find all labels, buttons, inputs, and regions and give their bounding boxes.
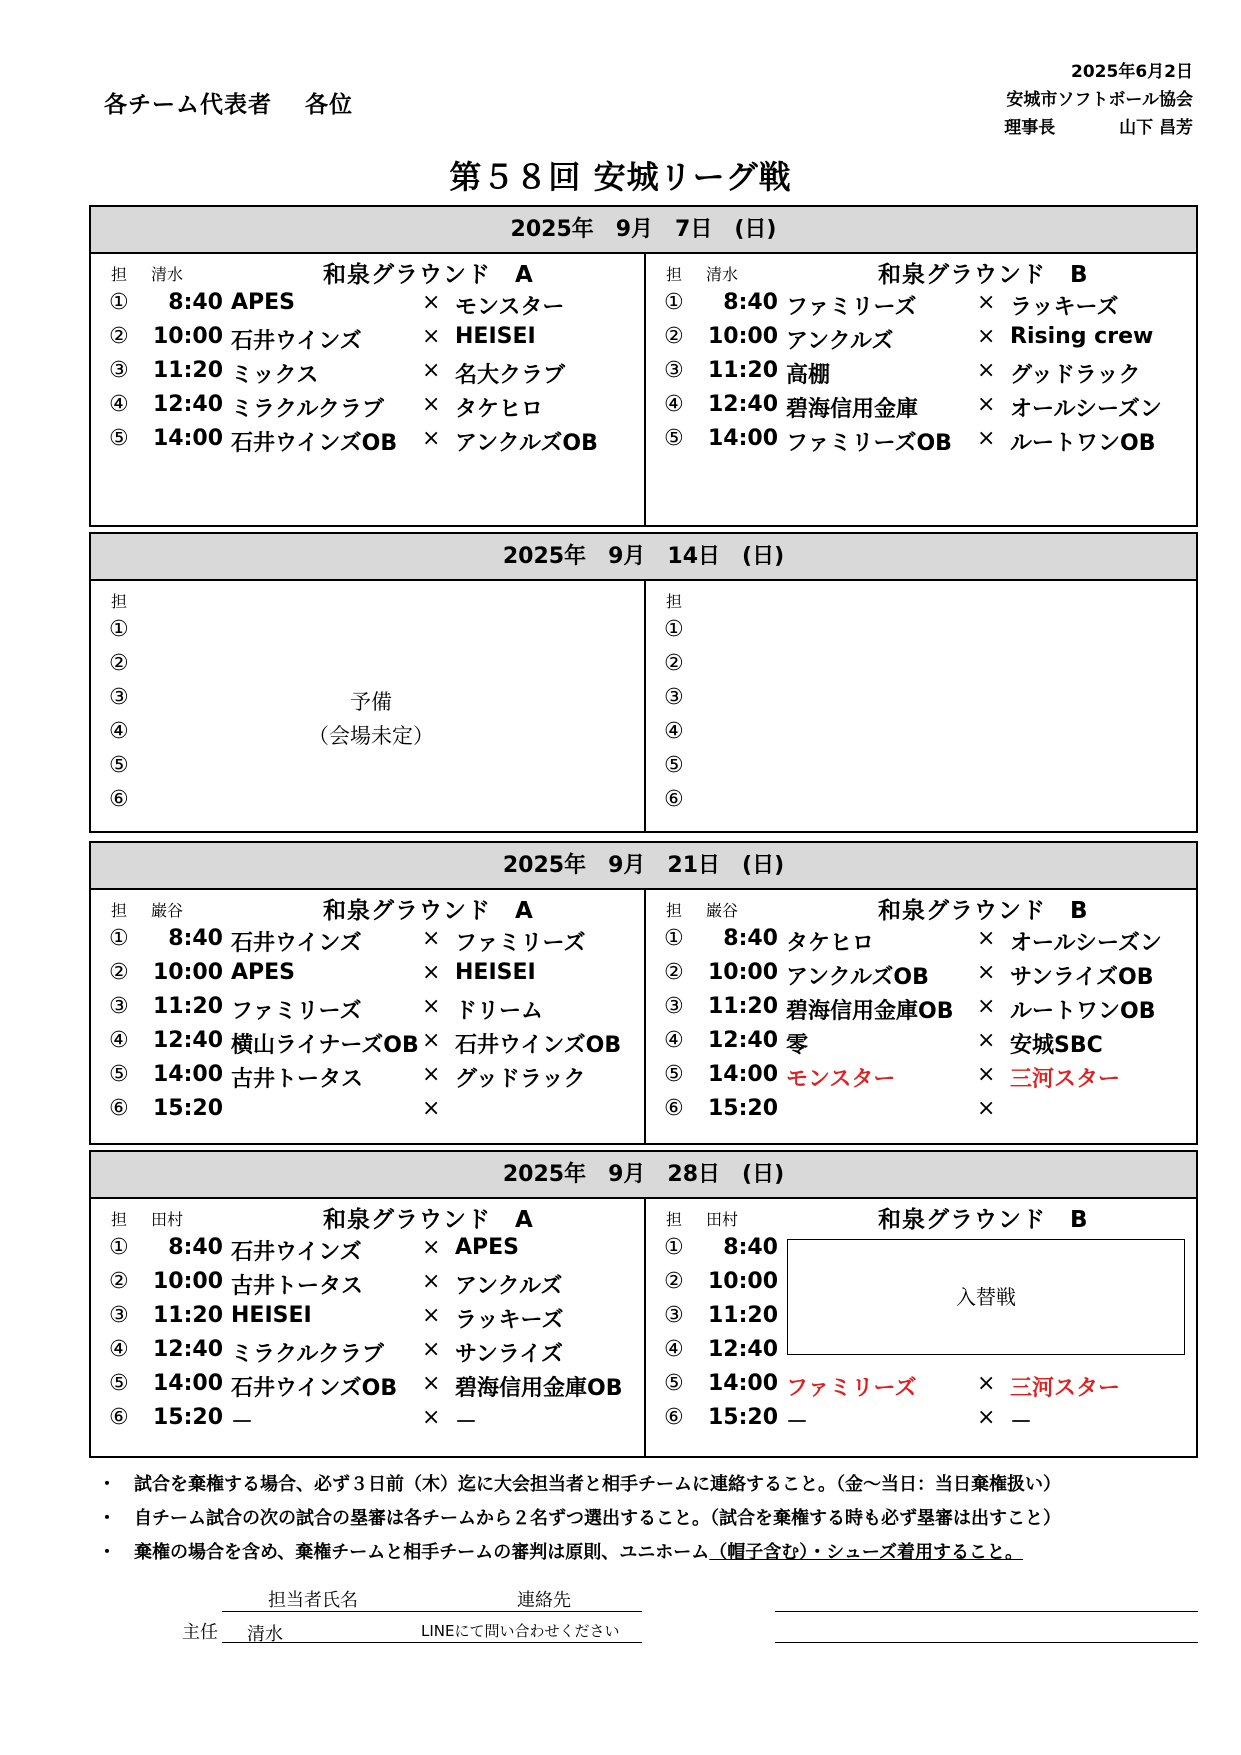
versus-mark: × <box>977 426 996 451</box>
note-3 <box>98 1536 1061 1570</box>
versus-mark: × <box>977 1405 996 1430</box>
match-number: ③ <box>109 358 129 383</box>
tanto-name: 田村 <box>151 1210 184 1229</box>
away-team: タケヒロ <box>455 397 544 422</box>
home-team: 石井ウインズOB <box>231 1376 398 1401</box>
referee-in-charge <box>666 1207 738 1230</box>
match-number: ⑥ <box>109 787 129 812</box>
match-number: ④ <box>664 392 684 417</box>
away-team: サンライズ <box>455 1342 564 1367</box>
bullet: ・ <box>98 1474 116 1495</box>
match-number: ② <box>109 1269 129 1294</box>
match-time: 11:20 <box>152 994 223 1019</box>
versus-mark: × <box>422 1028 441 1053</box>
home-team: 古井トータス <box>231 1067 364 1092</box>
match-number: ③ <box>664 994 684 1019</box>
tanto-name: 清水 <box>706 265 739 284</box>
name-header: 担当者氏名 <box>268 1590 358 1611</box>
match-number: ⑥ <box>664 1405 684 1430</box>
match-number: ④ <box>664 1028 684 1053</box>
home-team: APES <box>231 290 296 315</box>
home-team: ミックス <box>231 363 319 388</box>
note-text: 棄権の場合を含め、棄権チームと相手チームの審判は原則、ユニホーム <box>134 1542 710 1563</box>
versus-mark: × <box>422 994 441 1019</box>
match-time: 10:00 <box>152 324 223 349</box>
bullet: ・ <box>98 1508 116 1529</box>
ground-column-left <box>91 890 646 1145</box>
versus-mark: × <box>977 994 996 1019</box>
match-number: ④ <box>664 719 684 744</box>
ground-name: 和泉グラウンド A <box>323 262 534 288</box>
contact-method: LINEにて問い合わせください <box>421 1622 620 1640</box>
match-number: ④ <box>109 719 129 744</box>
home-team: タケヒロ <box>786 931 875 956</box>
match-number: ① <box>664 617 684 642</box>
away-team: ファミリーズ <box>455 931 586 956</box>
ground-column-left <box>91 581 646 833</box>
referee-in-charge <box>666 589 706 612</box>
match-time: 12:40 <box>152 1337 223 1362</box>
match-time: 8:40 <box>168 1235 223 1260</box>
match-time: 14:00 <box>707 426 778 451</box>
day-date-header: 2025年 9月 21日 (日) <box>91 843 1196 890</box>
home-team: － <box>786 1410 809 1435</box>
versus-mark: × <box>422 290 441 315</box>
match-time: 10:00 <box>707 1269 778 1294</box>
tanto-name: 清水 <box>151 265 184 284</box>
tanto-name: 巌谷 <box>151 901 184 920</box>
home-team: ファミリーズ <box>231 999 362 1024</box>
match-time: 10:00 <box>707 324 778 349</box>
home-team: 石井ウインズOB <box>231 431 398 456</box>
match-number: ⑤ <box>664 753 684 778</box>
match-number: ④ <box>664 1337 684 1362</box>
ground-name: 和泉グラウンド B <box>878 1207 1089 1233</box>
tanto-label: 担 <box>111 1210 128 1229</box>
away-team: 三河スター <box>1010 1376 1121 1401</box>
referee-in-charge <box>111 1207 183 1230</box>
match-time: 12:40 <box>152 392 223 417</box>
home-team: 零 <box>786 1033 809 1058</box>
match-time: 10:00 <box>707 960 778 985</box>
tanto-label: 担 <box>111 901 128 920</box>
home-team: － <box>231 1410 254 1435</box>
ground-name: 和泉グラウンド B <box>878 898 1089 924</box>
match-time: 14:00 <box>152 1062 223 1087</box>
match-time: 11:20 <box>152 358 223 383</box>
issue-date: 2025年6月2日 <box>1071 62 1193 82</box>
match-number: ⑥ <box>109 1096 129 1121</box>
versus-mark: × <box>422 392 441 417</box>
versus-mark: × <box>422 960 441 985</box>
day-block <box>89 1150 1198 1458</box>
match-number: ③ <box>664 358 684 383</box>
match-time: 10:00 <box>152 1269 223 1294</box>
versus-mark: × <box>977 324 996 349</box>
ground-column-left <box>91 1199 646 1458</box>
match-time: 12:40 <box>707 1337 778 1362</box>
day-date-header: 2025年 9月 14日 (日) <box>91 534 1196 581</box>
divider <box>222 1611 642 1612</box>
home-team: APES <box>231 960 296 985</box>
match-time: 14:00 <box>707 1371 778 1396</box>
tanto-name: 巌谷 <box>706 901 739 920</box>
match-time: 14:00 <box>152 426 223 451</box>
divider <box>775 1611 1198 1612</box>
versus-mark: × <box>422 1096 441 1121</box>
divider <box>222 1642 642 1643</box>
day-block <box>89 841 1198 1145</box>
day-date-header: 2025年 9月 28日 (日) <box>91 1152 1196 1199</box>
notes <box>98 1468 1061 1570</box>
reserve-label: 予備 <box>350 690 392 714</box>
ground-column-right <box>646 1199 1196 1458</box>
versus-mark: × <box>422 358 441 383</box>
referee-in-charge <box>666 898 738 921</box>
match-time: 14:00 <box>707 1062 778 1087</box>
home-team: アンクルズ <box>786 329 894 354</box>
match-time: 8:40 <box>723 926 778 951</box>
home-team: 石井ウインズ <box>231 329 362 354</box>
match-number: ① <box>109 1235 129 1260</box>
note-text: 試合を棄権する場合、必ず３日前（木）迄に大会担当者と相手チームに連絡すること。（金～当日：当日棄権扱い） <box>134 1474 1061 1495</box>
versus-mark: × <box>977 1371 996 1396</box>
addressee: 各チーム代表者 各位 <box>104 92 354 118</box>
role-label: 主任 <box>182 1622 218 1643</box>
away-team: HEISEI <box>455 960 536 985</box>
versus-mark: × <box>422 1062 441 1087</box>
match-number: ⑤ <box>664 1371 684 1396</box>
match-number: ② <box>109 324 129 349</box>
match-number: ① <box>109 617 129 642</box>
match-number: ① <box>109 926 129 951</box>
away-team: ラッキーズ <box>1010 295 1119 320</box>
match-time: 15:20 <box>707 1405 778 1430</box>
away-team: グッドラック <box>1010 363 1141 388</box>
versus-mark: × <box>977 1028 996 1053</box>
versus-mark: × <box>422 1269 441 1294</box>
match-number: ② <box>664 960 684 985</box>
match-time: 8:40 <box>723 290 778 315</box>
venue-undecided: （会場未定） <box>308 724 434 748</box>
tanto-name: 田村 <box>706 1210 739 1229</box>
versus-mark: × <box>422 1337 441 1362</box>
match-time: 15:20 <box>707 1096 778 1121</box>
match-time: 8:40 <box>723 1235 778 1260</box>
away-team: アンクルズOB <box>455 431 598 456</box>
away-team: 安城SBC <box>1010 1033 1103 1058</box>
match-number: ⑤ <box>109 426 129 451</box>
away-team: 名大クラブ <box>455 363 566 388</box>
away-team: モンスター <box>455 295 565 320</box>
versus-mark: × <box>977 392 996 417</box>
page-title: 第５８回 安城リーグ戦 <box>449 158 792 196</box>
away-team: ドリーム <box>455 999 544 1024</box>
away-team: サンライズOB <box>1010 965 1154 990</box>
away-team: － <box>455 1410 478 1435</box>
versus-mark: × <box>422 1235 441 1260</box>
versus-mark: × <box>977 1096 996 1121</box>
match-number: ② <box>664 651 684 676</box>
home-team: 石井ウインズ <box>231 931 362 956</box>
home-team: ファミリーズOB <box>786 431 952 456</box>
ground-name: 和泉グラウンド B <box>878 262 1089 288</box>
match-number: ⑤ <box>109 1371 129 1396</box>
match-time: 8:40 <box>168 926 223 951</box>
away-team: ルートワンOB <box>1010 999 1156 1024</box>
match-number: ⑥ <box>109 1405 129 1430</box>
match-number: ④ <box>109 392 129 417</box>
versus-mark: × <box>977 290 996 315</box>
away-team: オールシーズン <box>1010 397 1162 422</box>
chair-signature <box>1004 114 1193 142</box>
away-team: HEISEI <box>455 324 536 349</box>
versus-mark: × <box>977 358 996 383</box>
match-number: ② <box>664 324 684 349</box>
versus-mark: × <box>422 926 441 951</box>
promotion-playoff-box: 入替戦 <box>787 1239 1185 1355</box>
versus-mark: × <box>422 1303 441 1328</box>
note-text-underlined: （帽子含む）・シューズ着用すること。 <box>709 1542 1024 1563</box>
ground-column-right <box>646 254 1196 527</box>
bullet: ・ <box>98 1542 116 1563</box>
ground-column-left <box>91 254 646 527</box>
contact-header: 連絡先 <box>517 1590 571 1611</box>
match-time: 11:20 <box>707 358 778 383</box>
referee-in-charge <box>111 589 151 612</box>
ground-name: 和泉グラウンド A <box>323 898 534 924</box>
match-number: ⑤ <box>664 426 684 451</box>
match-number: ① <box>109 290 129 315</box>
ground-column-right <box>646 581 1196 833</box>
match-number: ③ <box>109 994 129 1019</box>
reserve-note <box>271 685 471 753</box>
day-date-header: 2025年 9月 7日 (日) <box>91 207 1196 254</box>
match-number: ③ <box>664 685 684 710</box>
day-block <box>89 532 1198 833</box>
referee-in-charge <box>111 898 183 921</box>
referee-in-charge <box>666 262 738 285</box>
match-time: 11:20 <box>707 994 778 1019</box>
ground-name: 和泉グラウンド A <box>323 1207 534 1233</box>
away-team: グッドラック <box>455 1067 586 1092</box>
organization: 安城市ソフトボール協会 <box>1006 90 1193 110</box>
match-time: 10:00 <box>152 960 223 985</box>
match-number: ③ <box>109 685 129 710</box>
versus-mark: × <box>977 926 996 951</box>
match-number: ⑥ <box>664 1096 684 1121</box>
match-time: 15:20 <box>152 1096 223 1121</box>
away-team: ルートワンOB <box>1010 431 1156 456</box>
tanto-label: 担 <box>666 265 683 284</box>
tanto-label: 担 <box>111 265 128 284</box>
match-number: ① <box>664 1235 684 1260</box>
match-number: ③ <box>109 1303 129 1328</box>
home-team: 碧海信用金庫 <box>786 397 919 422</box>
match-time: 12:40 <box>152 1028 223 1053</box>
away-team: オールシーズン <box>1010 931 1162 956</box>
home-team: 古井トータス <box>231 1274 364 1299</box>
home-team: 横山ライナーズOB <box>231 1033 419 1058</box>
away-team: アンクルズ <box>455 1274 563 1299</box>
away-team: － <box>1010 1410 1033 1435</box>
note-text: 自チーム試合の次の試合の塁審は各チームから２名ずつ選出すること。（試合を棄権する時も必ず塁審は出すこと） <box>134 1508 1061 1529</box>
chair-title: 理事長 <box>1004 118 1056 138</box>
match-number: ③ <box>664 1303 684 1328</box>
match-number: ⑤ <box>109 753 129 778</box>
home-team: ファミリーズ <box>786 295 917 320</box>
versus-mark: × <box>422 1371 441 1396</box>
home-team: ミラクルクラブ <box>231 1342 384 1367</box>
away-team: 石井ウインズOB <box>455 1033 622 1058</box>
home-team: 高棚 <box>786 363 831 388</box>
match-time: 8:40 <box>168 290 223 315</box>
versus-mark: × <box>422 426 441 451</box>
away-team: APES <box>455 1235 520 1260</box>
tanto-label: 担 <box>111 592 128 611</box>
match-number: ⑤ <box>109 1062 129 1087</box>
match-number: ② <box>109 651 129 676</box>
match-time: 11:20 <box>152 1303 223 1328</box>
referee-in-charge <box>111 262 183 285</box>
match-number: ④ <box>109 1028 129 1053</box>
match-time: 14:00 <box>152 1371 223 1396</box>
ground-column-right <box>646 890 1196 1145</box>
match-time: 12:40 <box>707 1028 778 1053</box>
home-team: 石井ウインズ <box>231 1240 362 1265</box>
versus-mark: × <box>422 1405 441 1430</box>
chair-name: 山下 昌芳 <box>1119 118 1193 138</box>
issuer-block <box>1004 58 1193 142</box>
match-number: ⑥ <box>664 787 684 812</box>
match-number: ② <box>664 1269 684 1294</box>
home-team: モンスター <box>786 1067 896 1092</box>
day-block <box>89 205 1198 527</box>
away-team: 三河スター <box>1010 1067 1121 1092</box>
home-team: HEISEI <box>231 1303 312 1328</box>
versus-mark: × <box>977 960 996 985</box>
match-time: 15:20 <box>152 1405 223 1430</box>
divider <box>775 1642 1198 1643</box>
note-2 <box>98 1502 1061 1536</box>
contact-name: 清水 <box>247 1624 283 1645</box>
note-1 <box>98 1468 1061 1502</box>
match-number: ④ <box>109 1337 129 1362</box>
away-team: 碧海信用金庫OB <box>455 1376 623 1401</box>
away-team: Rising crew <box>1010 324 1154 349</box>
tanto-label: 担 <box>666 901 683 920</box>
match-number: ⑤ <box>664 1062 684 1087</box>
versus-mark: × <box>977 1062 996 1087</box>
home-team: 碧海信用金庫OB <box>786 999 954 1024</box>
tanto-label: 担 <box>666 592 683 611</box>
away-team: ラッキーズ <box>455 1308 564 1333</box>
match-time: 12:40 <box>707 392 778 417</box>
match-number: ② <box>109 960 129 985</box>
match-number: ① <box>664 290 684 315</box>
versus-mark: × <box>422 324 441 349</box>
match-time: 11:20 <box>707 1303 778 1328</box>
home-team: アンクルズOB <box>786 965 929 990</box>
match-number: ① <box>664 926 684 951</box>
tanto-label: 担 <box>666 1210 683 1229</box>
home-team: ファミリーズ <box>786 1376 917 1401</box>
home-team: ミラクルクラブ <box>231 397 384 422</box>
